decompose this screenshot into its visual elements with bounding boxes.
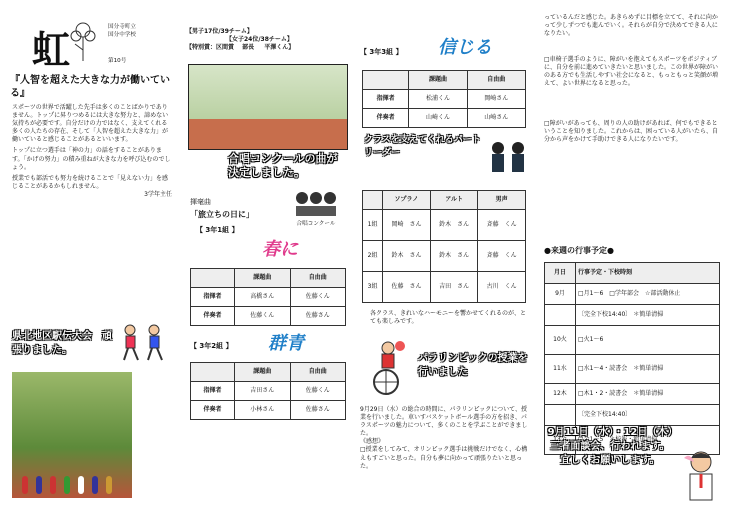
row-label: 指揮者	[363, 90, 409, 109]
article-paragraph-2: トップに立つ選手は「神の力」の話をすることがあります。「かげの努力」の積み重ねが大きな力を呼び込むのでしょう。	[12, 147, 171, 171]
table-header: 男声	[478, 191, 526, 210]
support-headline: クラスを支えてくれるパートリーダー	[364, 135, 481, 158]
teacher-illustration	[680, 448, 722, 504]
ekiden-photo	[12, 372, 132, 498]
schedule-date	[545, 405, 576, 426]
table-cell: 小林さん	[235, 401, 290, 420]
schedule-date: 10火	[545, 326, 576, 355]
table-cell: 佐藤 さん	[383, 272, 431, 303]
schedule-date: 12木	[545, 384, 576, 405]
part-leader-table	[362, 190, 526, 303]
chorus-logo	[290, 188, 342, 232]
song-gunjo-title: 群青	[268, 333, 304, 354]
schedule-event: 〔完全下校14:40〕	[576, 405, 720, 426]
table-header-empty	[191, 269, 235, 288]
table-cell: 斉藤 くん	[478, 241, 526, 272]
class-3-1-label: 【 3年1組 】	[196, 226, 239, 234]
class-3-3-label: 【 3年3組 】	[360, 48, 403, 56]
table-cell: 山崎くん	[409, 109, 467, 128]
table-row	[363, 272, 526, 303]
row-label: 3組	[363, 272, 383, 303]
results-box	[186, 28, 348, 52]
table-header-empty	[191, 363, 235, 382]
row-label: 指揮者	[191, 288, 235, 307]
table-cell: 佐藤さん	[290, 401, 346, 420]
conductor-label: 揮毫曲	[190, 198, 211, 206]
table-row	[545, 355, 720, 384]
right-paragraph-2: □車椅子選手のように、障がいを抱えてもスポーツをポジティブに、自分を前に進めていきたいと思いました。この世界が障がいのある方でも生活しやすい社会になると、もっともっと笑顔が増えて、よい世界になると思った。	[544, 56, 719, 88]
article-body	[12, 104, 172, 199]
table-row	[191, 382, 346, 401]
row-label: 伴奏者	[363, 109, 409, 128]
schedule-event: □火1～6	[576, 326, 720, 355]
table-cell: 佐藤くん	[235, 307, 290, 326]
table-cell: 佐藤くん	[290, 382, 346, 401]
table-header: 月日	[545, 263, 576, 284]
right-paragraph-1: っているんだと感じた。あきらめずに目標を立てて、それに向かって少しずつでも進んでいく。それらが自分で決めてできる人になりたい。	[544, 14, 718, 38]
schedule-date: 9月	[545, 284, 576, 305]
article-paragraph-3: 授業でも部活でも努力を続けることで「見えない力」を感じることがあるかもしれません。	[12, 174, 169, 190]
table-cell: 鈴木 さん	[383, 241, 431, 272]
article-signature: 3学年主任	[144, 190, 172, 198]
table-cell: 岡崎 さん	[383, 210, 431, 241]
table-header-empty	[363, 71, 409, 90]
table-row	[545, 284, 720, 305]
schedule-date: 13金	[545, 426, 576, 455]
students-illustration	[488, 140, 530, 174]
table-row	[363, 210, 526, 241]
support-caption: 各クラス、きれいなハーモニーを響かせてくれるのが、とても楽しみです。	[370, 310, 527, 326]
class-3-2-label: 【 3年2組 】	[190, 342, 233, 350]
newsletter-title: 虹	[32, 27, 71, 72]
chorus-headline: 合唱コンクールの曲が決定しました。	[228, 152, 338, 180]
table-row	[545, 384, 720, 405]
article-headline: 『人智を超えた大きな力が働いている』	[10, 75, 170, 99]
table-cell: 佐藤さん	[290, 307, 346, 326]
table-header-task-song: 課題曲	[235, 363, 290, 382]
table-row	[363, 241, 526, 272]
table-row	[191, 401, 346, 420]
ekiden-track-photo	[188, 64, 348, 150]
table-header-task-song: 課題曲	[409, 71, 467, 90]
schedule-date	[545, 305, 576, 326]
schedule-date: 11水	[545, 355, 576, 384]
table-header-free-song: 自由曲	[290, 269, 346, 288]
table-header-free-song: 自由曲	[467, 71, 525, 90]
ekiden-runner-illustration	[116, 322, 168, 362]
song-haruni-title: 春に	[262, 239, 298, 260]
ekiden-headline: 県北地区駅伝大会 頑張りました。	[12, 331, 112, 356]
footer-headline: 9月11日（水）・12日（木）三者面談会、行われます。宜しくお願いします。	[547, 427, 673, 466]
table-row	[363, 109, 526, 128]
table-header	[363, 191, 383, 210]
schedule-event: □金1～5 ＊校報・簡単清掃	[576, 426, 720, 455]
row-label: 伴奏者	[191, 401, 235, 420]
schedule-title: ●来週の行事予定●	[544, 246, 614, 255]
column-3	[356, 0, 532, 522]
result-special: 【特別賞：区間賞 部長 平澤くん】	[186, 44, 295, 52]
school-name: 国分寺町立国分中学校	[108, 24, 136, 38]
wheelchair-illustration	[366, 340, 414, 396]
result-boys: 【男子17位/39チーム】	[186, 28, 253, 35]
table-header-free-song: 自由曲	[290, 363, 346, 382]
table-cell: 吉田 さん	[430, 272, 478, 303]
song-haruni-table	[190, 268, 346, 326]
paralym-paragraph: 9月29日（水）の総合の時間に、パラリンピックについて、授業を行いました。車いすバスケットボール選手の方を招き、パラスポーツの魅力について、多くのことを学ぶことができました。	[360, 406, 528, 438]
impressions-label: 《感想》	[360, 438, 385, 446]
table-cell: 鈴木 さん	[430, 241, 478, 272]
table-cell: 山崎さん	[467, 109, 525, 128]
impressions-text: □授業をしてみて、オリンピック選手は挑戦だけでなく、心構えもすごいと思った。自分も夢に向かって頑張りたいと思った。	[360, 446, 528, 470]
table-row	[363, 90, 526, 109]
schedule-event: 〔完全下校14:40〕 ＊簡単清掃	[576, 305, 720, 326]
table-cell: 斉藤 くん	[478, 210, 526, 241]
row-label: 2組	[363, 241, 383, 272]
table-header-task-song: 課題曲	[235, 269, 290, 288]
table-cell: 吉田さん	[235, 382, 290, 401]
paralym-headline: パラリンピックの授業を行いました	[418, 353, 528, 378]
song-shinjiru-title: 信じる	[438, 37, 492, 58]
table-cell: 鈴木 さん	[430, 210, 478, 241]
flower-illustration	[70, 20, 96, 62]
table-cell: 松浦くん	[409, 90, 467, 109]
table-header: アルト	[430, 191, 478, 210]
row-label: 1組	[363, 210, 383, 241]
result-girls: 【女子24位/38チーム】	[226, 36, 293, 44]
chorus-logo-text: 合唱コンクール	[296, 221, 336, 228]
conductor-song: 「旅立ちの日に」	[190, 210, 254, 219]
column-1	[8, 0, 176, 522]
table-row	[191, 307, 346, 326]
row-label: 伴奏者	[191, 307, 235, 326]
row-label: 指揮者	[191, 382, 235, 401]
table-row	[545, 326, 720, 355]
table-row	[191, 288, 346, 307]
column-4	[540, 0, 726, 522]
table-cell: 岡崎さん	[467, 90, 525, 109]
song-shinjiru-table	[362, 70, 526, 128]
table-header: ソプラノ	[383, 191, 431, 210]
table-row	[545, 305, 720, 326]
song-gunjo-table	[190, 362, 346, 420]
issue-number: 第10号	[108, 58, 127, 64]
paralym-body	[360, 406, 528, 471]
article-paragraph-1: スポーツの世界で活躍した先手は多くのことばかりでありません。トップに昇りつめるには大きな努力と、諦めない気持ちが必要です。自分だけの力ではなく、支えてくれる多くの人たちの存在、そして「人智を超えた大きな力」が働いていると感じることがあるといいます。	[12, 104, 169, 144]
schedule-event: □月1～6 □学年部会 ☆部活動休止	[576, 284, 720, 305]
table-cell: 高橋さん	[235, 288, 290, 307]
table-cell: 佐藤くん	[290, 288, 346, 307]
right-paragraph-3: □障がいがあっても、周りの人の助けがあれば、何でもできるということを知りました。これからは、困っている人がいたら、自分から声をかけて手助けできる人になりたいです。	[544, 120, 719, 144]
table-header: 行事予定・下校時刻	[576, 263, 720, 284]
schedule-event: □木1・2・読書会 ＊簡単清掃	[576, 384, 720, 405]
table-cell: 古川 くん	[478, 272, 526, 303]
table-row	[545, 405, 720, 426]
column-2	[182, 0, 352, 522]
masthead	[12, 2, 172, 74]
schedule-event: □水1～4・読書会 ＊簡単清掃	[576, 355, 720, 384]
